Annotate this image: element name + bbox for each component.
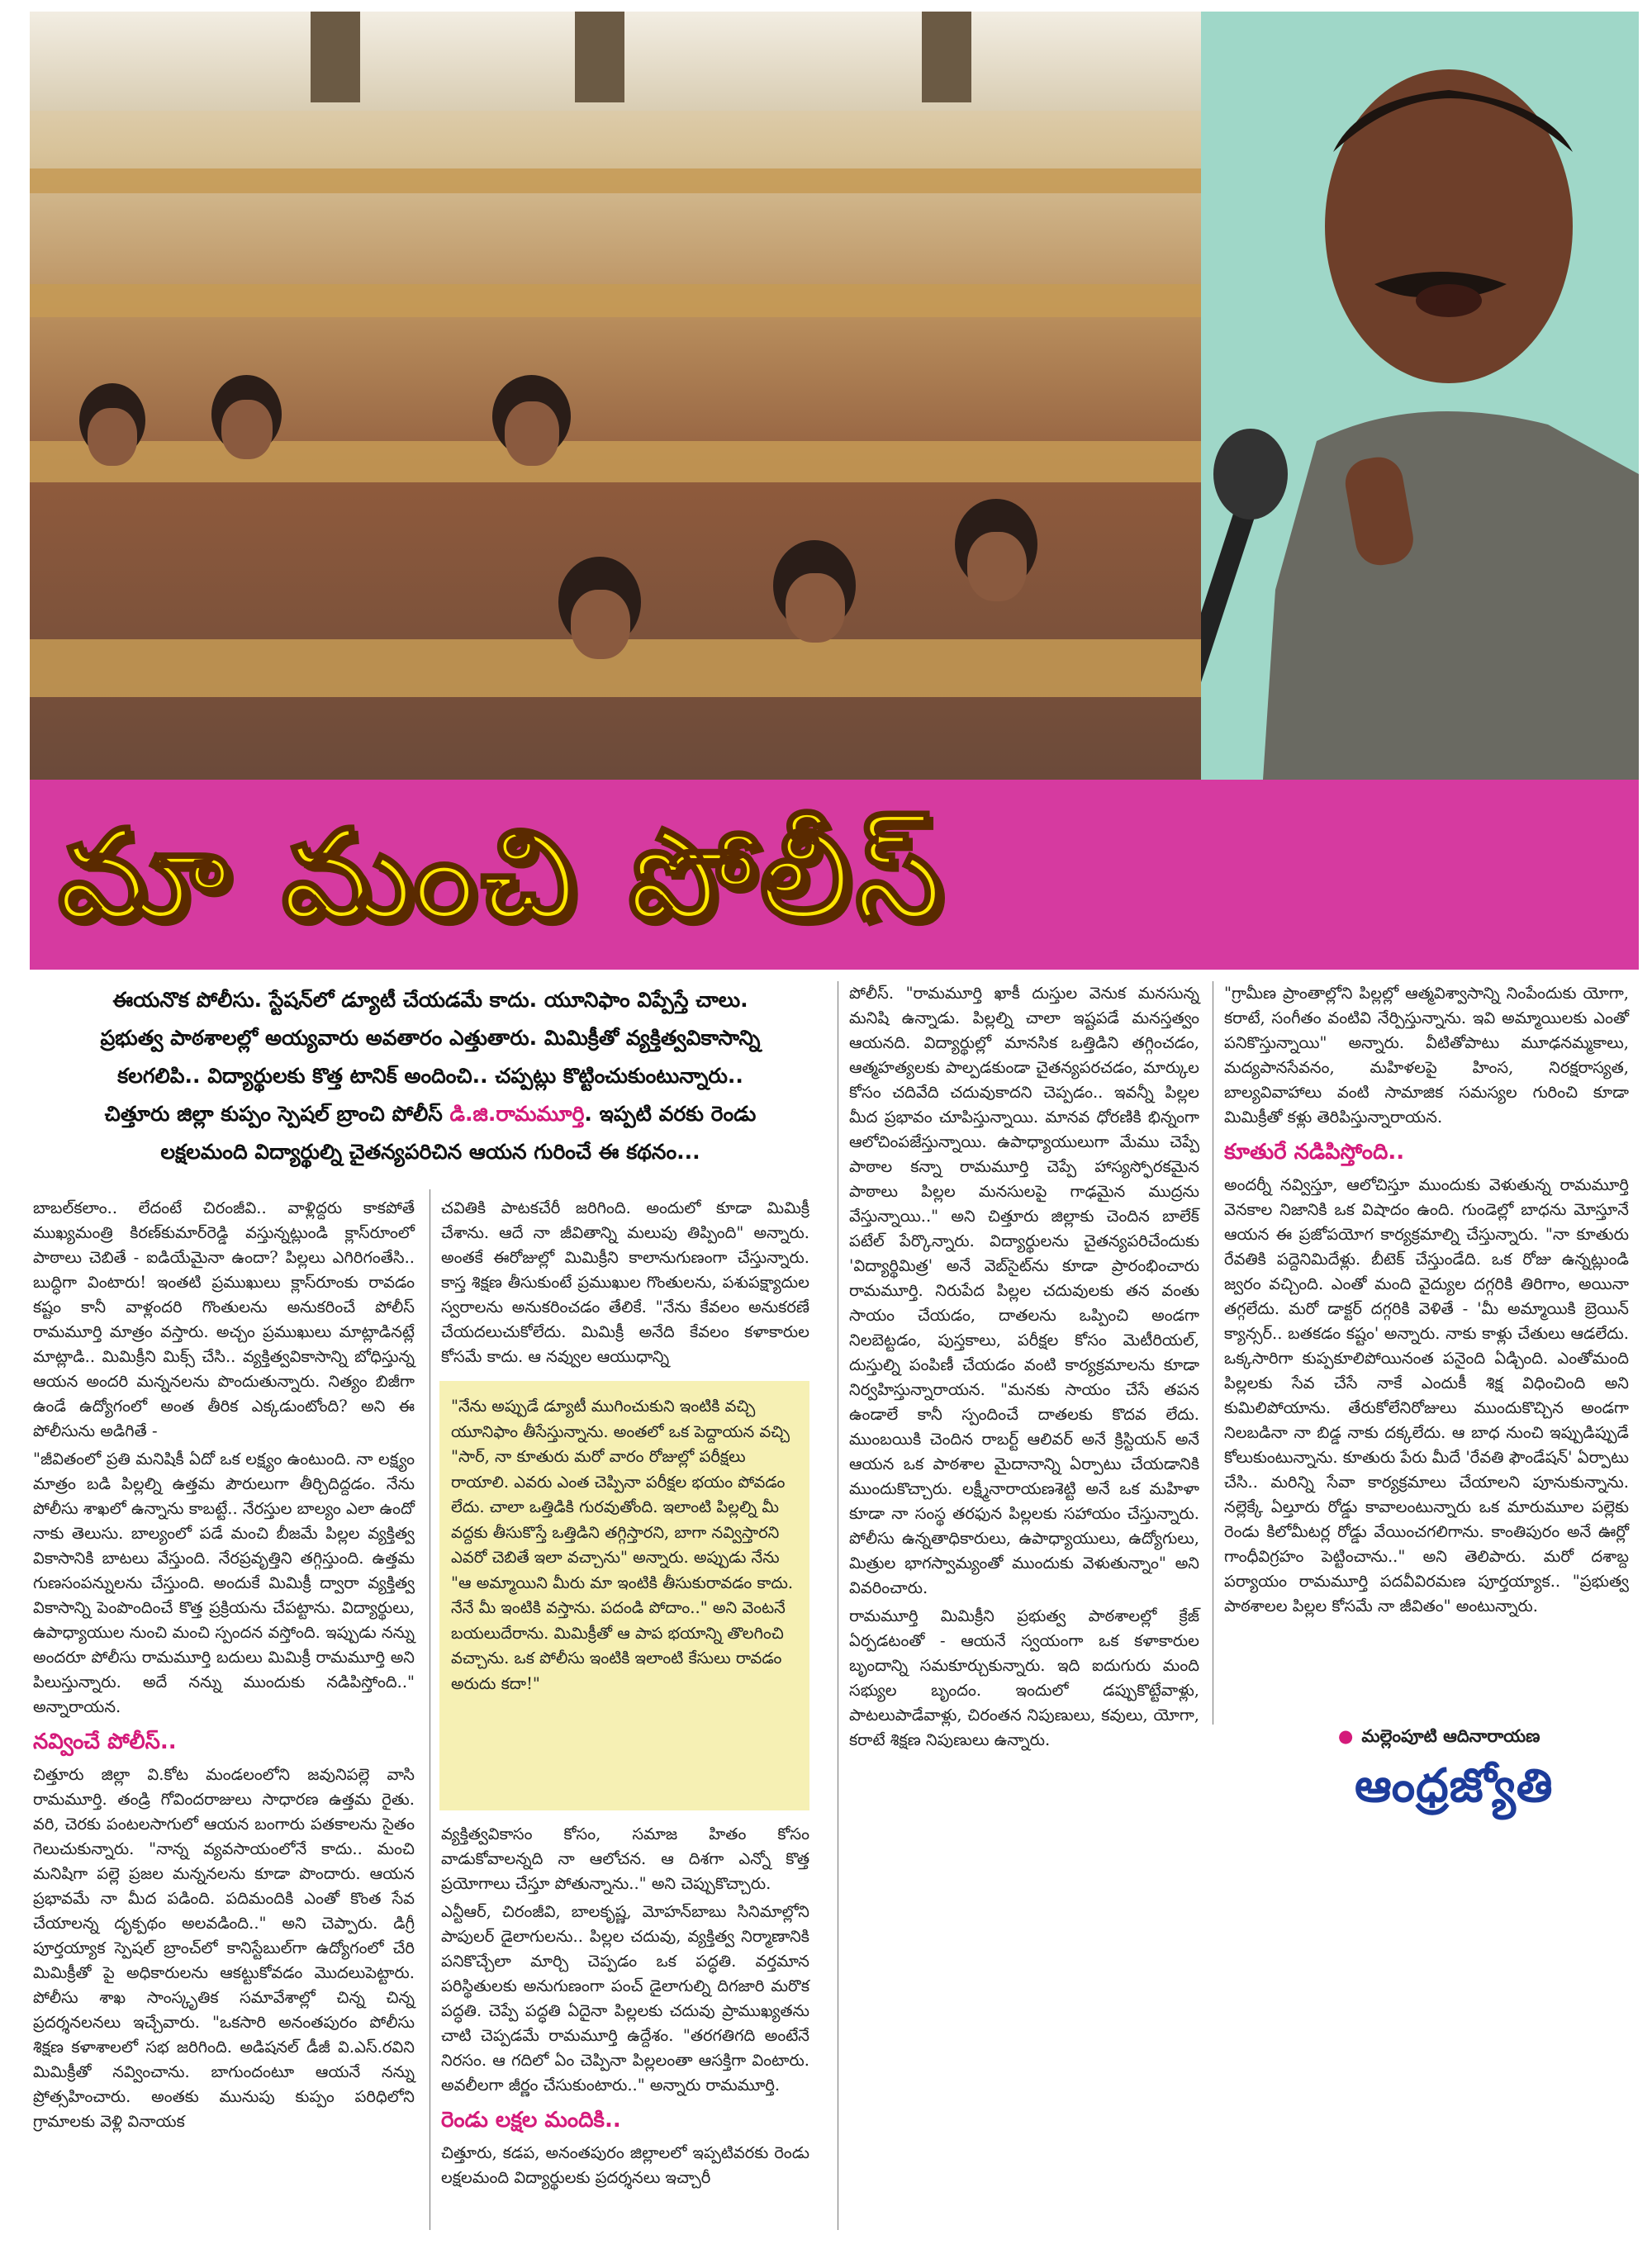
- desk-row: [30, 284, 1201, 317]
- newspaper-logo: ఆంధ్రజ్యోతి: [1355, 1759, 1554, 1813]
- intro-line-part: చిత్తూరు జిల్లా కుప్పం స్పెషల్ బ్రాంచి పోలీస్: [104, 1102, 450, 1126]
- article-column-2: [441, 1196, 809, 1373]
- article-column-3: [849, 981, 1199, 1756]
- classroom-window: [311, 12, 360, 102]
- intro-line-part: . ఇప్పటి వరకు రెండు: [584, 1102, 757, 1126]
- subheading: కూతురే నడిపిస్తోంది..: [1224, 1140, 1405, 1165]
- classroom-window: [575, 12, 624, 102]
- classroom-window: [922, 12, 971, 102]
- subject-name: డి.జి.రామమూర్తి: [449, 1102, 585, 1126]
- classroom-photo: [30, 12, 1201, 780]
- paragraph: వ్యక్తిత్వవికాసం కోసం, సమాజ హితం కోసం వాడుకోవాలన్నది నా ఆలోచన. ఆ దిశగా ఎన్నో కొత్త ప్రయోగాలు చేస్తూ పోతున్నాను.." అని చెప్పుకొచ్చారు.: [441, 1824, 809, 1893]
- pull-quote-box: "నేను అప్పుడే డ్యూటీ ముగించుకుని ఇంటికి వచ్చి యూనిఫాం తీసేస్తున్నాను. అంతలో ఒక పెద్దాయన వచ్చి "సార్, నా కూతురు మరో వారం రోజుల్లో పరీక్షలు రాయాలి. ఎవరు ఎంత చెప్పినా పరీక్షల భయం పోవడం లేదు. చాలా ఒత్తిడికి గురవుతోంది. ఇలాంటి పిల్లల్ని మీ వద్దకు తీసుకొస్తే ఒత్తిడిని తగ్గిస్తారని, బాగా నవ్విస్తారని ఎవరో చెబితే ఇలా వచ్చాను" అన్నారు. అప్పుడు నేను "ఆ అమ్మాయిని మీరు మా ఇంటికి తీసుకురావడం కాదు. నేనే మీ ఇంటికి వస్తాను. పదండి పోదాం.." అని వెంటనే బయలుదేరాను. మిమిక్రీతో ఆ పాప భయాన్ని తొలగించి వచ్చాను. ఒక పోలీసు ఇంటికి ఇలాంటి కేసులు రావడం అరుదు కదా!": [439, 1381, 809, 1810]
- byline: [1338, 1726, 1540, 1751]
- paragraph: "గ్రామీణ ప్రాంతాల్లోని పిల్లల్లో ఆత్మవిశ్వాసాన్ని నింపేందుకు యోగా, కరాటే, సంగీతం వంటివి నేర్పిస్తున్నాను. ఇవి అమ్మాయిలకు ఎంతో పనికొస్తున్నాయి" అన్నారు. వీటితోపాటు మూఢనమ్మకాలు, మద్యపానసేవనం, మహిళలపై హింస, నిరక్షరాస్యత, బాల్యవివాహాలు వంటి సామాజిక సమస్యల గురించి కూడా మిమిక్రీతో కళ్లు తెరిపిస్తున్నారాయన.: [1224, 984, 1629, 1127]
- article-column-4: [1224, 981, 1629, 1622]
- paragraph: బాబల్‌కలాం.. లేదంటే చిరంజీవి.. వాళ్లిద్దరు కాకపోతే ముఖ్యమంత్రి కిరణ్‌కుమార్‌రెడ్డి వస్తున్నట్లుండి క్లాస్‌రూంలో పాఠాలు చెబితే - ఐడియేమైనా ఉందా? పిల్లలు ఎగిరిగంతేసి.. బుద్ధిగా వింటారు! ఇంతటి ప్రముఖులు క్లాస్‌రూంకు రావడం కష్టం కానీ వాళ్లందరి గొంతులను అనుకరించే పోలీస్ రామమూర్తి మాత్రం వస్తారు. అచ్చం ప్రముఖులు మాట్లాడినట్లే మాట్లాడి.. మిమిక్రీని మిక్స్ చేసి.. వ్యక్తిత్వవికాసాన్ని బోధిస్తున్న ఆయన అందరి మన్ననలను పొందుతున్నారు. నిత్యం బిజీగా ఉండే ఉద్యోగంలో అంత తీరిక ఎక్కడుంటోంది? అని ఈ పోలీసును అడిగితే -: [33, 1198, 415, 1440]
- intro-line: కలగలిపి.. విద్యార్థులకు కొత్త టానిక్ అందించి.. చప్పట్లు కొట్టించుకుంటున్నారు..: [117, 1064, 743, 1088]
- intro-deck: [30, 981, 831, 1171]
- paragraph: ఎన్టీఆర్, చిరంజీవి, బాలకృష్ణ, మోహన్‌బాబు సినిమాల్లోని పాపులర్ డైలాగులను.. పిల్లల చదువు, వ్యక్తిత్వ నిర్మాణానికి పనికొచ్చేలా మార్చి చెప్పడం ఒక పద్ధతి. వర్తమాన పరిస్థితులకు అనుగుణంగా పంచ్ డైలాగుల్ని దిగజారి మరొక పద్ధతి. చెప్పే పద్ధతి ఏదైనా పిల్లలకు చదువు ప్రాముఖ్యతను చాటి చెప్పడమే రామమూర్తి ఉద్దేశం. "తరగతిగది అంటేనే నిరసం. ఆ గదిలో ఏం చెప్పినా పిల్లలంతా ఆసక్తిగా వింటారు. అవలీలగా జీర్ణం చేసుకుంటారు.." అన్నారు రామమూర్తి.: [441, 1902, 809, 2095]
- article-column-2-continued: [441, 1822, 809, 2194]
- intro-line: [30, 1095, 831, 1133]
- bullet-icon: ●: [1338, 1726, 1354, 1746]
- student-face: [786, 573, 845, 643]
- paragraph: చిత్తూరు జిల్లా వి.కోట మండలంలోని జవునిపల్లె వాసి రామమూర్తి. తండ్రి గోవిందరాజులు సాధారణ ఉత్తమ రైతు. వరి, చెరకు పంటలసాగులో ఆయన బంగారు పతకాలను సైతం గెలుచుకున్నారు. "నాన్న వ్యవసాయంలోనే కాదు.. మంచి మనిషిగా పల్లె ప్రజల మన్ననలను కూడా పొందారు. ఆయన ప్రభావమే నా మీద పడింది. పదిమందికి ఎంతో కొంత సేవ చేయాలన్న దృక్పథం అలవడింది.." అని చెప్పారు. డిగ్రీ పూర్తయ్యాక స్పెషల్ బ్రాంచ్‌లో కానిస్టేబుల్‌గా ఉద్యోగంలో చేరి మిమిక్రీతో పై అధికారులను ఆకట్టుకోవడం మొదలుపెట్టారు. పోలీసు శాఖ సాంస్కృతిక సమావేశాల్లో చిన్న చిన్న ప్రదర్శనలనలు ఇచ్చేవారు. "ఒకసారి అనంతపురం పోలీసు శిక్షణ కళాశాలలో సభ జరిగింది. అడిషనల్ డీజీ వి.ఎస్.రవిని మిమిక్రీతో నవ్వించాను. బాగుందంటూ ఆయనే నన్ను ప్రోత్సహించారు. అంతకు మునుపు కుప్పం పరిధిలోని గ్రామాలకు వెళ్లి వినాయక: [33, 1765, 415, 2131]
- byline-author: మల్లెంపూటి ఆదినారాయణ: [1361, 1726, 1540, 1746]
- paragraph: చిత్తూరు, కడప, అనంతపురం జిల్లాలలో ఇప్పటివరకు రెండు లక్షలమంది విద్యార్థులకు ప్రదర్శనలు ఇచ్చారీ: [441, 2143, 809, 2187]
- headline: మా మంచి పోలీస్: [58, 804, 947, 947]
- student-face: [571, 590, 630, 659]
- desk-row: [30, 441, 1201, 482]
- intro-line: ప్రభుత్వ పాఠశాలల్లో అయ్యవారు అవతారం ఎత్తుతారు. మిమిక్రీతో వ్యక్తిత్వవికాసాన్ని: [100, 1026, 761, 1050]
- subheading: రెండు లక్షల మందికి..: [441, 2108, 621, 2133]
- subheading: నవ్వించే పోలీస్..: [33, 1729, 177, 1754]
- paragraph: పోలీస్. "రామమూర్తి ఖాకీ దుస్తుల వెనుక మనసున్న మనిషి ఉన్నాడు. పిల్లల్ని చాలా ఇష్టపడే మనస్తత్వం ఆయనది. విద్యార్థుల్లో మానసిక ఒత్తిడిని తగ్గించడం, ఆత్మహత్యలకు పాల్పడకుండా చైతన్యపరచడం, మార్కుల కోసం చదివేది చదువుకాదని చెప్పడం.. ఇవన్నీ పిల్లల మీద ప్రభావం చూపిస్తున్నాయి. మానవ ధోరణికి భిన్నంగా ఆలోచింపజేస్తున్నాయి. ఉపాధ్యాయులుగా మేము చెప్పే పాఠాల కన్నా రామమూర్తి చెప్పే హాస్యస్ఫోరకమైన పాఠాలు పిల్లల మనసులపై గాఢమైన ముద్రను వేస్తున్నాయి.." అని చిత్తూరు జిల్లాకు చెందిన బాలేక్ పటేల్ పేర్కొన్నారు. విద్యార్థులను చైతన్యపరిచేందుకు 'విద్యార్థిమిత్ర' అనే వెబ్‌సైట్‌ను కూడా ప్రారంభించారు రామమూర్తి. నిరుపేద పిల్లల చదువులకు తన వంతు సాయం చేయడం, దాతలను ఒప్పించి అండగా నిలబెట్టడం, పుస్తకాలు, పరీక్షల కోసం మెటీరియల్, దుస్తుల్ని పంపిణీ చేయడం వంటి కార్యక్రమాలను కూడా నిర్వహిస్తున్నారాయన. "మనకు సాయం చేసే తపన ఉండాలే కానీ స్పందించే దాతలకు కొదవ లేదు. ముంబయికి చెందిన రాబర్ట్ ఆలివర్ అనే క్రిస్టియన్ అనే ఆయన ఒక పాఠశాల మైదానాన్ని ఏర్పాటు చేయడానికి ముందుకొచ్చారు. లక్ష్మీనారాయణశెట్టి అనే ఒక మహిళా కూడా నా సంస్థ తరఫున పిల్లలకు సహాయం చేస్తున్నారు. పోలీసు ఉన్నతాధికారులు, ఉపాధ్యాయులు, ఉద్యోగులు, మిత్రుల భాగస్వామ్యంతో ముందుకు వెళుతున్నాం" అని వివరించారు.: [849, 984, 1199, 1597]
- desk-row: [30, 168, 1201, 193]
- student-face: [221, 400, 273, 459]
- paragraph: రామమూర్తి మిమిక్రీని ప్రభుత్వ పాఠశాలల్లో క్రేజ్ ఏర్పడటంతో - ఆయనే స్వయంగా ఒక కళాకారుల బృందాన్ని సమకూర్చుకున్నారు. ఇది ఐదుగురు మంది సభ్యుల బృందం. ఇందులో డప్పుకొట్టేవాళ్లు, పాటలుపాడేవాళ్లు, చిరంతన నిపుణులు, కవులు, యోగా, కరాటే శిక్షణ నిపుణులు ఉన్నారు.: [849, 1606, 1199, 1749]
- intro-line: ఈయనొక పోలీసు. స్టేషన్‌లో డ్యూటీ చేయడమే కాదు. యూనిఫాం విప్పేస్తే చాలు.: [112, 988, 748, 1012]
- paragraph: అందర్నీ నవ్విస్తూ, ఆలోచిస్తూ ముందుకు వెళుతున్న రామమూర్తి వెనకాల నిజానికి ఒక విషాదం ఉంది. గుండెల్లో బాధను మోస్తూనే ఆయన ఈ ప్రజోపయోగ కార్యక్రమాల్ని చేస్తున్నారు. "నా కూతురు రేవతికి పద్దెనిమిదేళ్లు. బీటెక్ చేస్తుండేది. ఒక రోజు ఉన్నట్లుండి జ్వరం వచ్చింది. ఎంతో మంది వైద్యుల దగ్గరికి తిరిగాం, అయినా తగ్గలేదు. మరో డాక్టర్ దగ్గరికి వెళితే - 'మీ అమ్మాయికి బ్రెయిన్ క్యాన్సర్.. బతకడం కష్టం' అన్నారు. నాకు కాళ్లు చేతులు ఆడలేదు. ఒక్కసారిగా కుప్పకూలిపోయినంత పనైంది ఏడ్చింది. ఎంతోమంది పిల్లలకు సేవ చేసే నాకే ఎందుకీ శిక్ష విధించింది అని కుమిలిపోయాను. తేరుకోలేనిరోజులు ముందుకొచ్చిన అండగా నిలబడినా నా బిడ్డ నాకు దక్కలేదు. ఆ బాధ నుంచి ఇప్పుడిప్పుడే కోలుకుంటున్నాను. కూతురు పేరు మీదే 'రేవతి ఫౌండేషన్' ఏర్పాటు చేసి.. మరిన్ని సేవా కార్యక్రమాలు చేయాలని పూనుకున్నాను. నల్లెక్కే ఏల్తూరు రోడ్డు కావాలంటున్నారు ఒక మారుమూల పల్లెకు రెండు కిలోమీటర్ల రోడ్డు వేయించగలిగాను. కాంతిపురం అనే ఊర్లో గాంధీవిగ్రహం పెట్టించాను.." అని తెలిపారు. మరో దశాబ్ద పర్యాయం రామమూర్తి పదవీవిరమణ పూర్తయ్యాక.. "ప్రభుత్వ పాఠశాలల పిల్లల కోసమే నా జీవితం" అంటున్నారు.: [1224, 1175, 1629, 1616]
- student-face: [505, 401, 559, 466]
- paragraph: "జీవితంలో ప్రతి మనిషికీ ఏదో ఒక లక్ష్యం ఉంటుంది. నా లక్ష్యం మాత్రం బడి పిల్లల్ని ఉత్తమ పౌరులుగా తీర్చిదిద్దడం. నేను పోలీసు శాఖలో ఉన్నాను కాబట్టే.. నేరస్తుల బాల్యం ఎలా ఉందో నాకు తెలుసు. బాల్యంలో పడే మంచి బీజమే పిల్లల వ్యక్తిత్వ వికాసానికి బాటలు వేస్తుంది. నేరప్రవృత్తిని తగ్గిస్తుంది. ఉత్తమ గుణసంపన్నులను చేస్తుంది. అందుకే మిమిక్రీ ద్వారా వ్యక్తిత్వ వికాసాన్ని పెంపొందించే కొత్త ప్రక్రియను చేపట్టాను. విద్యార్థులు, ఉపాధ్యాయుల నుంచి మంచి స్పందన వస్తోంది. ఇప్పుడు నన్ను అందరూ పోలీసు రామమూర్తి బదులు మిమిక్రీ రామమూర్తి అని పిలుస్తున్నారు. అదే నన్ను ముందుకు నడిపిస్తోంది.." అన్నారాయన.: [33, 1450, 415, 1716]
- paragraph: చవితికి పాటకచేరీ జరిగింది. అందులో కూడా మిమిక్రీ చేశాను. ఆదే నా జీవితాన్ని మలుపు తిప్పింది" అన్నారు. అంతకే ఈరోజుల్లో మిమిక్రీని కాలానుగుణంగా చేస్తున్నారు. కాస్త శిక్షణ తీసుకుంటే ప్రముఖుల గొంతులను, పశుపక్ష్యాదుల స్వరాలను అనుకరించడం తేలికే. "నేను కేవలం అనుకరణే చేయదలుచుకోలేదు. మిమిక్రీ అనేది కేవలం కళాకారుల కోసమే కాదు. ఆ నవ్వుల ఆయుధాన్ని: [441, 1198, 809, 1366]
- intro-line: లక్షలమంది విద్యార్థుల్ని చైతన్యపరిచిన ఆయన గురించే ఈ కథనం...: [160, 1140, 700, 1164]
- student-face: [88, 408, 137, 466]
- article-column-1: [33, 1196, 415, 2137]
- student-face: [967, 532, 1027, 601]
